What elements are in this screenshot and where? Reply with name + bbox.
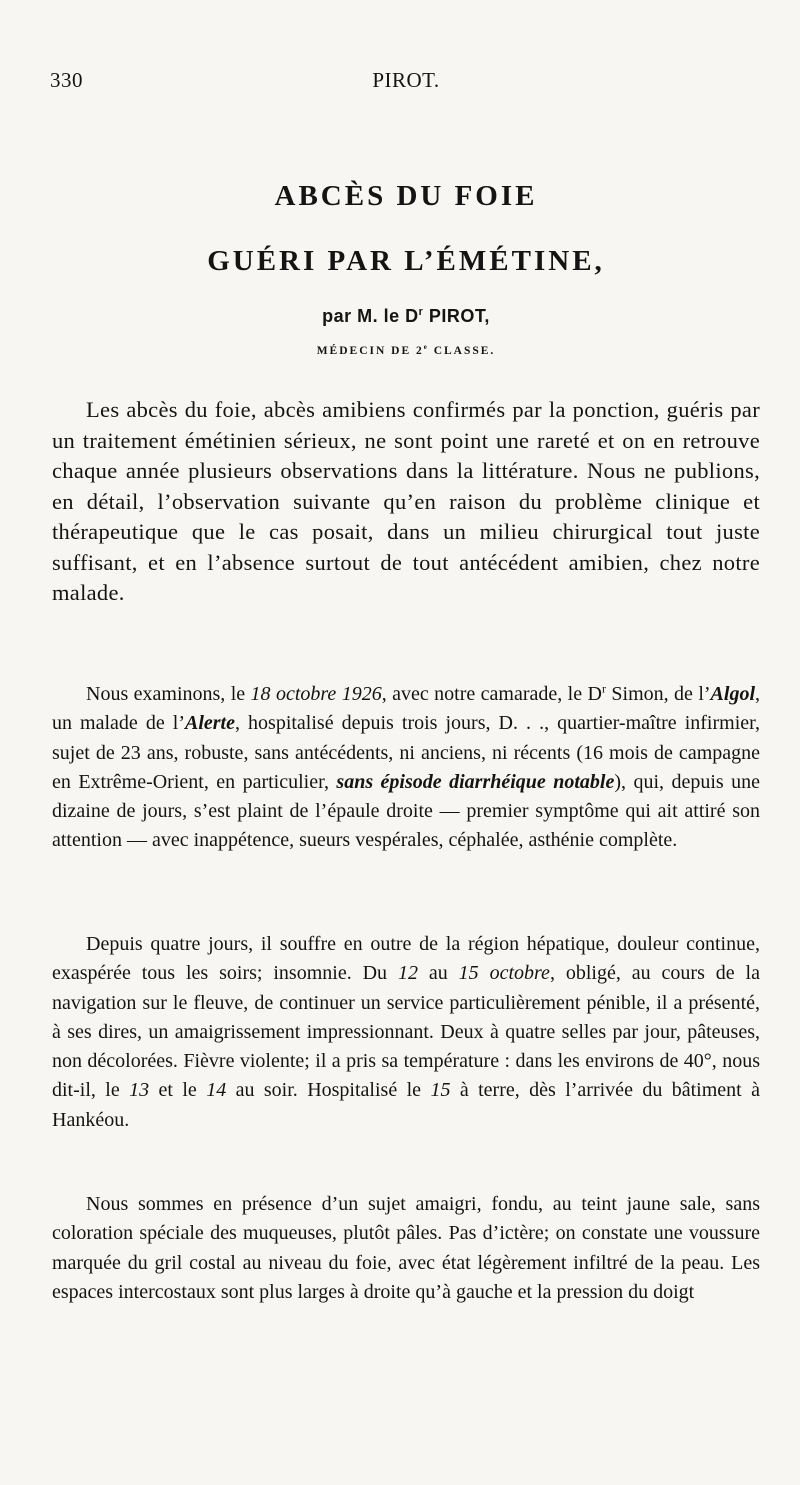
p2-day-14: 14 [206,1079,227,1102]
byline-superscript: r [418,306,424,318]
p1-date: 18 octobre 1926 [250,683,382,705]
affiliation-text: MÉDECIN DE 2 [316,345,424,357]
p1-emphasis: sans épisode diarrhéique notable [336,770,615,793]
p1-text-6: ), qui, depuis une dizaine de jours, s’est plaint de l’épaule droite — premier symptôme qui ait attiré son attention — avec inappétence, sueurs vespérales, céphalée, asthénie complète. [52,770,760,852]
affiliation-class: CLASSE. [428,345,496,357]
p2-day-12: 12 [397,962,418,985]
observation-paragraph-2 [52,930,760,1135]
observation-paragraph-1 [52,680,760,856]
author-byline [50,306,762,327]
author-affiliation [50,345,762,357]
intro-paragraph: Les abcès du foie, abcès amibiens confirmés par la ponction, guéris par un traitement émétinien sérieux, ne sont point une rareté et on en retrouve chaque année plusieurs observations dans la littérature. Nous ne publions, en détail, l’observation suivante qu’en raison du problème clinique et thérapeutique que le cas posait, dans un milieu chirurgical tout juste suffisant, et en l’absence surtout de tout antécédent amibien, chez notre malade. [52,397,760,605]
p2-text-1: Depuis quatre jours, il souffre en outre de la région hépatique, douleur continue, exaspérée tous les soirs; insomnie. Du [52,933,760,985]
p2-day-15: 15 [430,1079,451,1102]
p2-day-13: 13 [129,1079,150,1102]
p2-date-15-octobre: 15 octobre [458,962,550,985]
p2-text-3: , obligé, au cours de la navigation sur le fleuve, de continuer un service particulièrement pénible, il a présenté, à ses dires, un amaigrissement impressionnant. Deux à quatre selles par jour, pâteuses, non décolorées. Fièvre violente; il a pris sa température : dans les environs de 40°, nous dit-il, le [52,962,760,1102]
p1-text-5: , hospitalisé depuis trois jours, D. . ., quartier-maître infirmier, sujet de 23 ans, robuste, sans antécédents, ni anciens, ni récents (16 mois de campagne en Extrême-Orient, en particulier, [52,712,760,793]
p1-ship-alerte: Alerte [184,712,235,735]
running-head [50,68,762,98]
article-title-line-1: ABCÈS DU FOIE [274,180,538,212]
p1-text-3: Simon, de l’ [605,683,711,705]
byline-text: par M. le D [322,306,419,326]
p1-ship-algol: Algol [710,683,755,705]
p1-text-2: , avec notre camarade, le D [381,683,602,705]
affiliation-superscript: e [423,344,429,352]
running-title: PIROT. [372,68,440,92]
article-title-line-2: GUÉRI PAR L’ÉMÉTINE, [207,245,605,277]
p2-text-4: et le [149,1079,207,1102]
observation-paragraph-3: Nous sommes en présence d’un sujet amaigri, fondu, au teint jaune sale, sans coloration spéciale des muqueuses, plutôt pâles. Pas d’ictère; on constate une voussure marquée du gril costal au niveau du foie, avec état légèrement infiltré de la peau. Les espaces intercostaux sont plus larges à droite qu’à gauche et la pression du doigt [52,1193,760,1303]
p1-text-1: Nous examinons, le [86,683,251,705]
p1-superscript: r [601,681,606,696]
p2-text-6: à terre, dès l’arrivée du bâtiment à Hankéou. [52,1079,761,1131]
p1-text-4: , un malade de l’ [52,683,760,735]
byline-author: PIROT, [423,306,490,326]
page-number: 330 [50,68,83,92]
p2-text-2: au [417,962,459,985]
p2-text-5: au soir. Hospitalisé le [226,1079,431,1102]
